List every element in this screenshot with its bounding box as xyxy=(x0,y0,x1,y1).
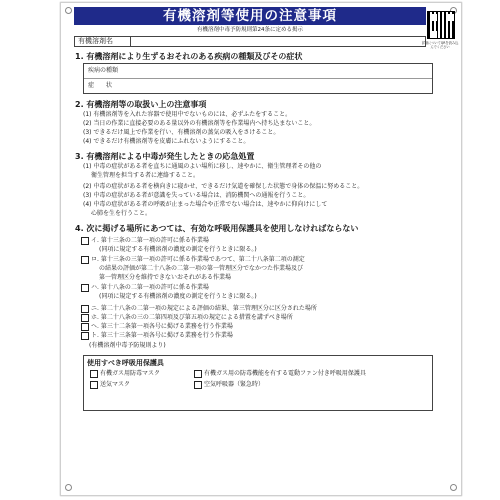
ppe-label: 送気マスク xyxy=(100,381,131,388)
location-label: ニ. 第二十八条の二第一項の規定による評価の結果、第三管理区分に区分された場所 xyxy=(91,305,317,312)
qr-code-icon[interactable] xyxy=(427,11,455,39)
list-item: (3) できるだけ風上で作業を行い、有機溶剤の蒸気の吸入をさけること。 xyxy=(83,129,280,136)
location-item-ro[interactable] xyxy=(81,256,305,264)
solvent-name-field xyxy=(74,36,426,47)
section1-heading: 1. 有機溶剤により生ずるおそれのある疾病の種類及びその症状 xyxy=(75,52,303,61)
location-item-ho[interactable] xyxy=(81,314,293,322)
location-item-ha[interactable] xyxy=(81,284,209,292)
ppe-label: 空気呼吸器（緊急時） xyxy=(204,381,265,388)
checkbox[interactable] xyxy=(81,323,89,331)
solvent-name-label: 有機溶剤名 xyxy=(75,37,131,46)
mount-hole xyxy=(65,7,72,14)
solvent-name-value[interactable] xyxy=(131,37,425,46)
list-item: (3) 中毒の症状がある者が意識を失っている場合は、消防機関への通報を行うこと。 xyxy=(83,192,310,199)
location-label: ロ. 第十三条の三第一項の許可に係る作業場であつて、第二十八条第二項の測定 xyxy=(91,256,305,263)
disease-type-row: 疾病の種類 xyxy=(88,67,119,74)
checkbox[interactable] xyxy=(81,305,89,313)
mount-hole xyxy=(450,484,457,491)
ppe-box xyxy=(83,355,433,411)
location-label: ト. 第三十三条第一項各号に掲げる業務を行う作業場 xyxy=(91,332,233,339)
location-label: ホ. 第二十八条の三の二第四項及び第五項の規定による措置を講ずべき場所 xyxy=(91,314,293,321)
ppe-label: 有機ガス用の防毒機能を有する電動ファン付き呼吸用保護具 xyxy=(204,370,366,377)
ppe-option[interactable] xyxy=(194,381,264,389)
disease-table xyxy=(83,63,433,94)
symptom-row: 症 状 xyxy=(84,78,432,93)
list-item: (4) 中毒の症状がある者の呼吸が止まった場合や正常でない場合は、速やかに仰向けにして xyxy=(83,201,328,208)
notice-board xyxy=(60,2,462,496)
location-note: の結果の評価が第二十八条の二第一項の第一管理区分でなかつた作業場及び xyxy=(99,265,304,272)
location-note: (同項に規定する有機溶剤の濃度の測定を行うときに限る。) xyxy=(99,293,257,300)
location-note: 第一管理区分を維持できないおそれがある作業場 xyxy=(99,274,232,281)
section2-heading: 2. 有機溶剤等の取扱い上の注意事項 xyxy=(75,100,207,109)
ppe-option[interactable] xyxy=(90,381,130,389)
list-item: 心肺を生を行うこと。 xyxy=(91,210,152,217)
checkbox[interactable] xyxy=(81,284,89,292)
list-item: (1) 有機溶剤等を入れた容器で使用中でないものには、必ずふたをすること。 xyxy=(83,111,292,118)
list-item: (2) 当日の作業に直接必要のある量以外の有機溶剤等を作業場内へ持ち込まないこと。 xyxy=(83,120,316,127)
list-item: 衛生管理を担当する者に連絡すること。 xyxy=(91,172,200,179)
checkbox[interactable] xyxy=(90,381,98,389)
location-item-ni[interactable] xyxy=(81,305,317,313)
checkbox[interactable] xyxy=(81,314,89,322)
checkbox[interactable] xyxy=(81,256,89,264)
ppe-label: 有機ガス用防毒マスク xyxy=(100,370,161,377)
ppe-option[interactable] xyxy=(90,370,160,378)
section3-heading: 3. 有機溶剤による中毒が発生したときの応急処置 xyxy=(75,152,255,161)
location-item-he[interactable] xyxy=(81,323,233,331)
subtitle: 有機溶剤中毒予防規則第24条に定める掲示 xyxy=(197,27,303,33)
location-label: ヘ. 第三十二条第一項各号に掲げる業務を行う作業場 xyxy=(91,323,233,330)
page-title: 有機溶剤等使用の注意事項 xyxy=(74,7,426,25)
mount-hole xyxy=(65,484,72,491)
ppe-title: 使用すべき呼吸用保護具 xyxy=(87,359,164,367)
qr-note: 詳細についてQRを読み込んでください xyxy=(421,41,459,49)
checkbox[interactable] xyxy=(81,332,89,340)
checkbox[interactable] xyxy=(194,381,202,389)
location-label: ハ. 第十八条の二第一項の許可に係る作業場 xyxy=(91,284,209,291)
list-item: (2) 中毒の症状がある者を横向きに寝かせ、できるだけ気道を確保した状態で身体の保温に努めること。 xyxy=(83,183,364,190)
location-item-i[interactable] xyxy=(81,237,209,245)
location-note: (同項に規定する有機溶剤の濃度の測定を行うときに限る。) xyxy=(99,246,257,253)
ppe-option[interactable] xyxy=(194,370,366,378)
list-item: (1) 中毒の症状がある者を直ちに通風のよい場所に移し、速やかに、衛生管理者その他の xyxy=(83,163,322,170)
checkbox[interactable] xyxy=(90,370,98,378)
location-item-to[interactable] xyxy=(81,332,233,340)
source-note: (有機溶剤中毒予防規則より) xyxy=(89,342,166,349)
checkbox[interactable] xyxy=(194,370,202,378)
list-item: (4) できるだけ有機溶剤等を皮膚にふれないようにすること。 xyxy=(83,138,250,145)
section4-heading: 4. 次に掲げる場所にあつては、有効な呼吸用保護具を使用しなければならない xyxy=(75,224,359,233)
checkbox[interactable] xyxy=(81,237,89,245)
location-label: イ. 第十三条の二第一項の許可に係る作業場 xyxy=(91,237,209,244)
